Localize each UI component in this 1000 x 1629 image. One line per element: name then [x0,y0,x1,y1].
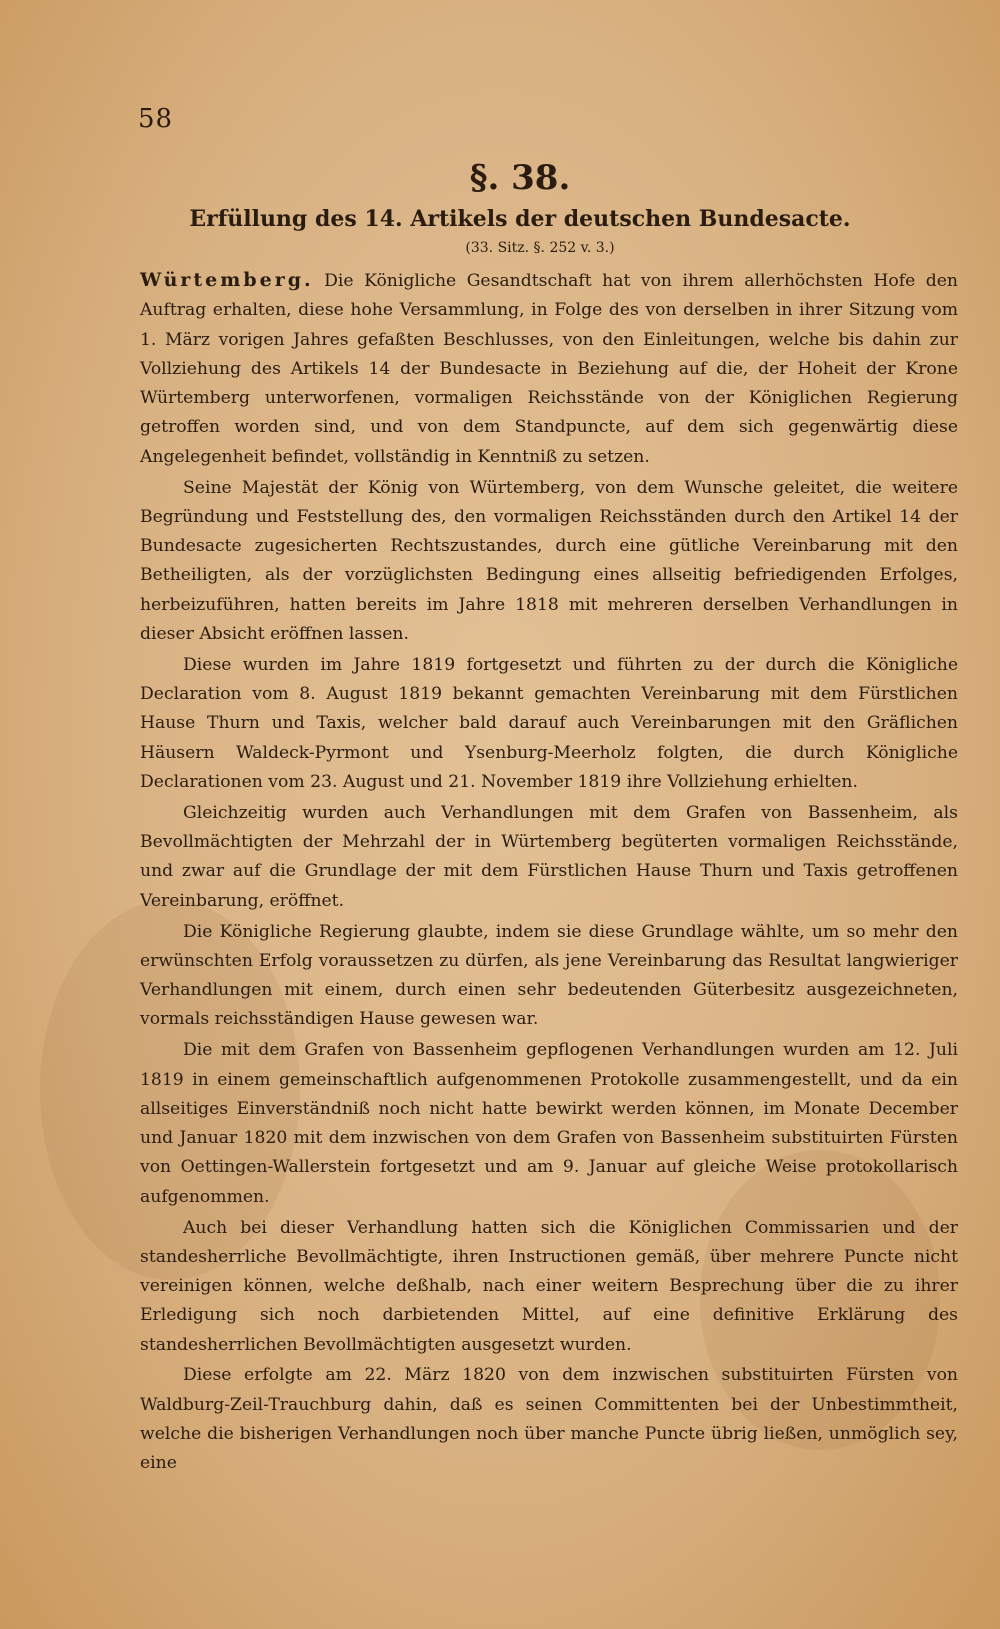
paragraph: Die Königliche Regierung glaubte, indem sie diese Grundlage wählte, um so mehr den erwünschten Erfolg voraussetzen zu dürfen, als jene Vereinbarung das Resultat langwieriger Verhandlungen mit einem, durch einen sehr bedeutenden Güterbesitz ausgezeichneten, vormals reichsständigen Hause gewesen war. [140,921,958,1030]
paragraph-text: Die Königliche Gesandtschaft hat von ihrem allerhöchsten Hofe den Auftrag erhalten, diese hohe Versammlung, in Folge des von derselben in ihrer Sitzung vom 1. März vorigen Jahres gefaßten Beschlusses, von den Einleitungen, welche bis dahin zur Vollziehung des Artikels 14 der Bundesacte in Beziehung auf die, der Hoheit der Krone Würtemberg unterworfenen, vormaligen Reichsstände von der Königlichen Regierung getroffen worden sind, und von dem Standpuncte, auf dem sich gegenwärtig diese Angelegenheit befindet, vollständig in Kenntniß zu setzen. [140,271,958,467]
section-title: Erfüllung des 14. Artikels der deutschen Bundesacte. [189,206,851,232]
paragraph: Diese erfolgte am 22. März 1820 von dem inzwischen substituirten Fürsten von Waldburg-Zeil-Trauchburg dahin, daß es seinen Committenten bei der Unbestimmtheit, welche die bisherigen Verhandlungen noch über manche Puncte übrig ließen, unmöglich sey, eine [140,1365,958,1474]
state-name: Würtemberg. [140,269,314,291]
paragraph: Auch bei dieser Verhandlung hatten sich die Königlichen Commissarien und der standesherrliche Bevollmächtigte, ihren Instructionen gemäß, über mehrere Puncte nicht vereinigen können, welche deßhalb, nach einer weitern Besprechung über die zu ihrer Erledigung sich noch darbietenden Mittel, auf eine definitive Erklärung des standesherrlichen Bevollmächtigten ausgesetzt wurden. [140,1217,958,1355]
paragraph: Diese wurden im Jahre 1819 fortgesetzt und führten zu der durch die Königliche Declaration vom 8. August 1819 bekannt gemachten Vereinbarung mit dem Fürstlichen Hause Thurn und Taxis, welcher bald darauf auch Vereinbarungen mit den Gräflichen Häusern Waldeck-Pyrmont und Ysenburg-Meerholz folgten, die durch Königliche Declarationen vom 23. August und 21. November 1819 ihre Vollziehung erhielten. [140,654,958,793]
paragraph: Die mit dem Grafen von Bassenheim gepflogenen Verhandlungen wurden am 12. Juli 1819 in einem gemeinschaftlich aufgenommenen Protokolle zusammengestellt, und da ein allseitiges Einverständniß noch nicht hatte bewirkt werden können, im Monate December und Januar 1820 mit dem inzwischen von dem Grafen von Bassenheim substituirten Fürsten von Oettingen-Wallerstein fortgesetzt und am 9. Januar auf gleiche Weise protokollarisch aufgenommen. [140,1040,958,1207]
section-number: §. 38. [469,158,571,198]
page-number: 58 [138,104,174,134]
section-reference: (33. Sitz. §. 252 v. 3.) [465,240,615,256]
paragraph: Gleichzeitig wurden auch Verhandlungen mit dem Grafen von Bassenheim, als Bevollmächtigten der Mehrzahl der in Würtemberg begüterten vormaligen Reichsstände, und zwar auf die Grundlage der mit dem Fürstlichen Hause Thurn und Taxis getroffenen Vereinbarung, eröffnet. [140,802,958,911]
body-text [140,266,958,1480]
paragraph [140,266,958,472]
paragraph: Seine Majestät der König von Würtemberg, von dem Wunsche geleitet, die weitere Begründung und Feststellung des, den vormaligen Reichsständen durch den Artikel 14 der Bundesacte zugesicherten Rechtszustandes, durch eine gütliche Vereinbarung mit den Betheiligten, als der vorzüglichsten Bedingung eines allseitig befriedigenden Erfolges, herbeizuführen, hatten bereits im Jahre 1818 mit mehreren derselben Verhandlungen in dieser Absicht eröffnen lassen. [140,477,958,645]
